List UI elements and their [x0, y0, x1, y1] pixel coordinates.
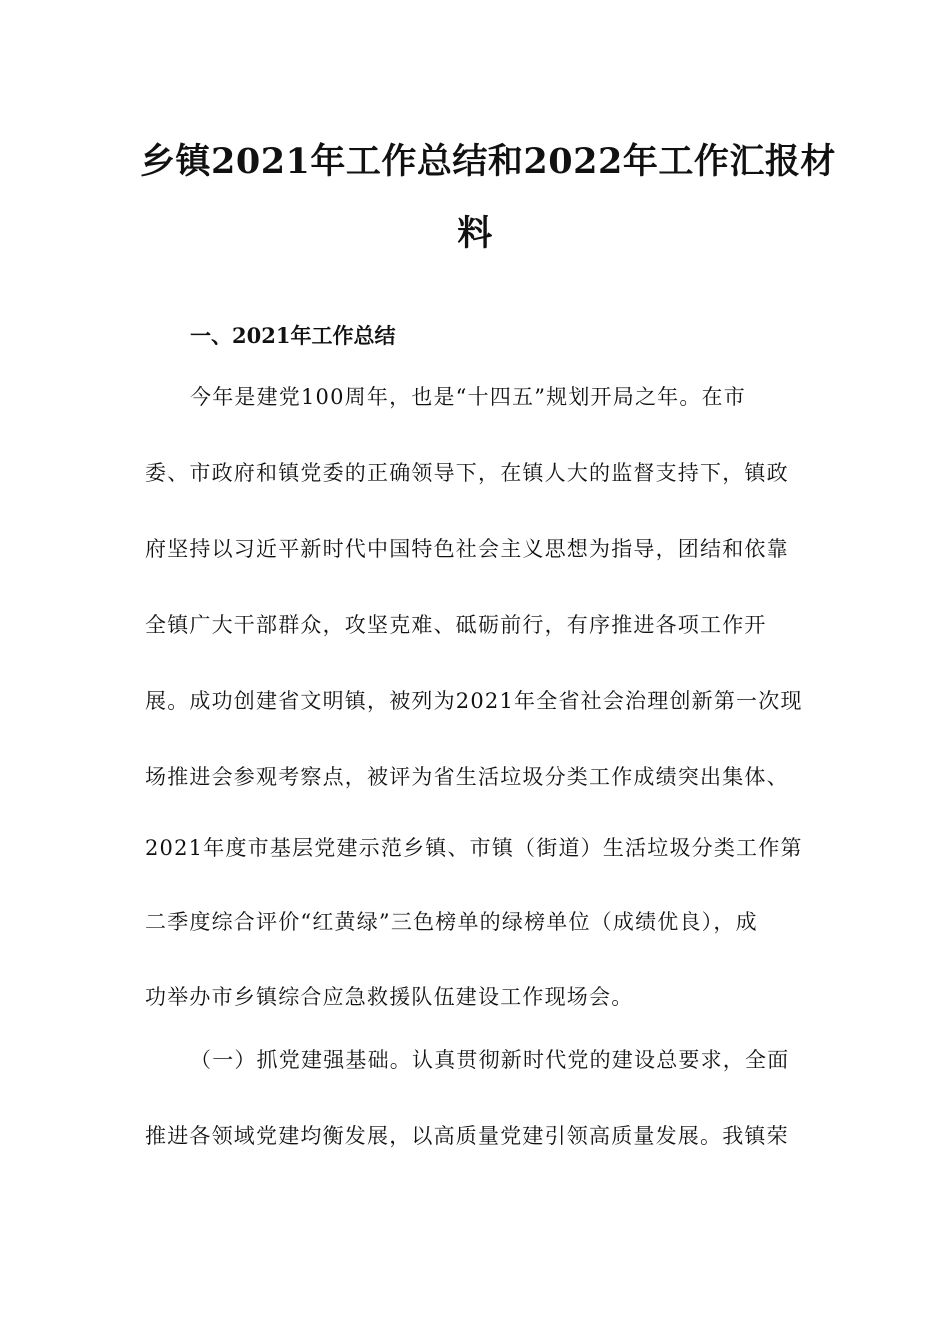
paragraph-line: 展。成功创建省文明镇，被列为2021年全省社会治理创新第一次现 [145, 689, 803, 713]
paragraph-line: 委、市政府和镇党委的正确领导下，在镇人大的监督支持下，镇政 [145, 461, 789, 485]
document-title-line-1: 乡镇2021年工作总结和2022年工作汇报材 [140, 141, 836, 182]
paragraph-line: 全镇广大干部群众，攻坚克难、砥砺前行，有序推进各项工作开 [145, 613, 767, 637]
paragraph-line: 推进各领域党建均衡发展，以高质量党建引领高质量发展。我镇荣 [145, 1124, 789, 1148]
document-title-line-2: 料 [457, 213, 493, 254]
paragraph-line: 场推进会参观考察点，被评为省生活垃圾分类工作成绩突出集体、 [145, 765, 789, 789]
section-heading: 一、2021年工作总结 [190, 323, 396, 348]
paragraph-line: 二季度综合评价“红黄绿”三色榜单的绿榜单位（成绩优良），成 [145, 910, 758, 934]
paragraph-line: 府坚持以习近平新时代中国特色社会主义思想为指导，团结和依靠 [145, 537, 789, 561]
paragraph-line: （一）抓党建强基础。认真贯彻新时代党的建设总要求，全面 [190, 1048, 790, 1072]
paragraph-line: 2021年度市基层党建示范乡镇、市镇（街道）生活垃圾分类工作第 [145, 836, 803, 860]
paragraph-line: 今年是建党100周年，也是“十四五”规划开局之年。在市 [190, 385, 746, 409]
paragraph-line: 功举办市乡镇综合应急救援队伍建设工作现场会。 [145, 985, 634, 1009]
